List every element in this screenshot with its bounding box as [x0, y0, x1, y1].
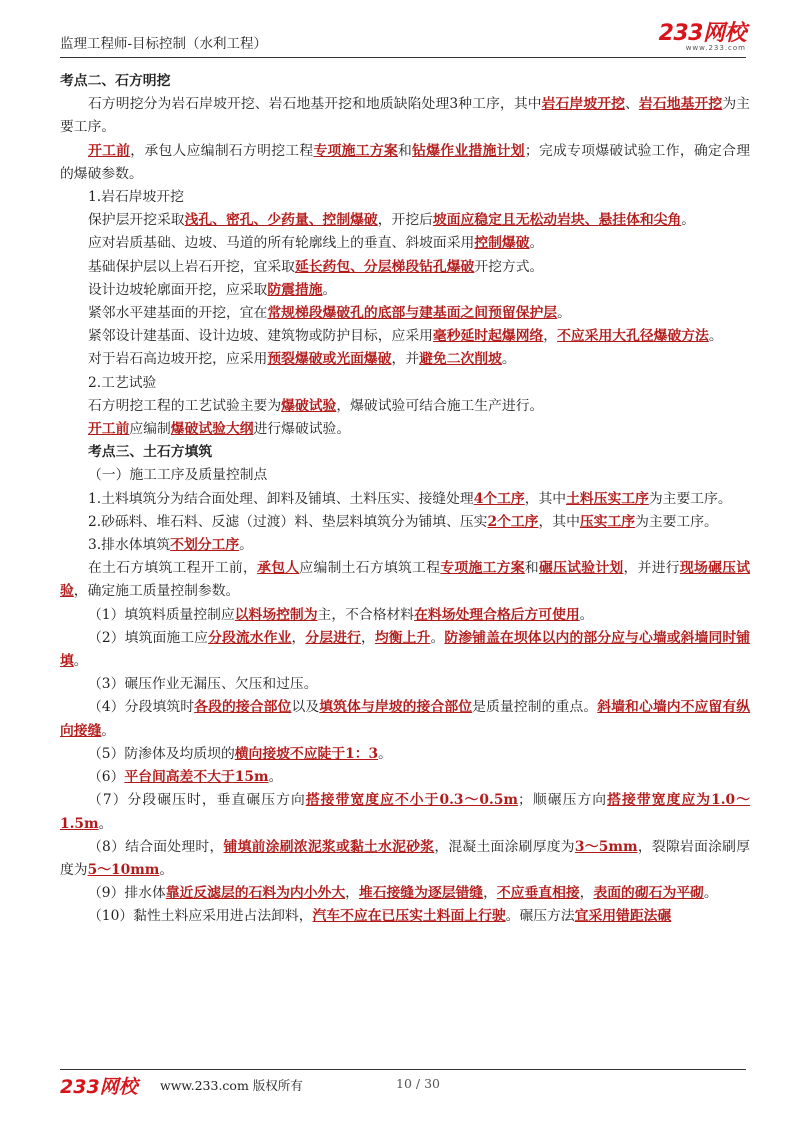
- key-point-highlight: 靠近反滤层的石料为内小外大: [165, 885, 346, 902]
- text-run: 是质量控制的重点。: [472, 699, 598, 716]
- key-point-highlight: 铺填前涂刷浓泥浆或黏土水泥砂浆: [223, 838, 435, 855]
- paragraph: [60, 836, 750, 882]
- key-point-highlight: 2个工序: [487, 513, 539, 530]
- key-point-highlight: 碾压试验计划: [538, 560, 624, 577]
- text-run: ，其中: [538, 513, 580, 530]
- text-run: 主，不合格材料: [317, 606, 415, 623]
- text-run: 。: [239, 537, 253, 554]
- key-point-highlight: 浅孔、密孔、少药量、控制爆破: [184, 212, 378, 229]
- paragraph: [60, 534, 750, 557]
- paragraph: [60, 766, 750, 789]
- text-run: 和: [398, 142, 413, 159]
- paragraph: [60, 302, 750, 325]
- text-run: 。: [98, 815, 113, 832]
- key-point-highlight: 宜采用错距法碾: [574, 908, 672, 925]
- key-point-highlight: 岩石岸坡开挖: [541, 96, 626, 113]
- text-run: 应编制: [129, 421, 171, 438]
- paragraph: [60, 464, 750, 487]
- text-run: 。: [579, 606, 594, 623]
- key-point-highlight: 钻爆作业措施计划: [412, 142, 525, 159]
- paragraph: [60, 627, 750, 673]
- key-point-highlight: 不应采用大孔径爆破方法: [557, 328, 709, 345]
- text-run: 对于岩石高边坡开挖，应采用: [88, 351, 268, 368]
- document-body: [60, 70, 750, 929]
- paragraph: [60, 348, 750, 371]
- paragraph: [60, 372, 750, 395]
- paragraph: [60, 604, 750, 627]
- key-point-highlight: 不应垂直相接: [496, 885, 580, 902]
- text-run: 考点二、石方明挖: [60, 73, 171, 89]
- key-point-highlight: 平台间高差不大于15m: [124, 769, 269, 786]
- text-run: ，: [579, 885, 594, 902]
- paragraph: [60, 557, 750, 603]
- text-run: 石方明挖分为岩石岸坡开挖、岩石地基开挖和地质缺陷处理3种工序，其中: [88, 96, 542, 113]
- text-run: （4）分段填筑时: [88, 699, 195, 716]
- text-run: （2）填筑面施工应: [88, 629, 209, 646]
- text-run: ，: [483, 885, 497, 902]
- text-run: 设计边坡轮廓面开挖，应采取: [88, 281, 268, 298]
- key-point-highlight: 延长药包、分层梯段钻孔爆破: [294, 258, 475, 275]
- text-run: 考点三、土石方填筑: [88, 444, 213, 461]
- text-run: 为主要工序。: [635, 513, 718, 530]
- key-point-highlight: 各段的接合部位: [194, 699, 292, 716]
- text-run: 。: [501, 351, 516, 368]
- text-run: （3）碾压作业无漏压、欠压和过压。: [88, 676, 318, 693]
- text-run: 。: [378, 745, 392, 762]
- text-run: ；完成专项爆破试验工作，确定合理的爆破参数。: [60, 142, 751, 182]
- key-point-highlight: 现场碾压试验: [60, 560, 751, 600]
- text-run: 开挖方式。: [474, 258, 544, 275]
- key-point-highlight: 搭接带宽度应不小于0.3～0.5m: [305, 792, 519, 809]
- key-point-highlight: 汽车不应在已压实土料面上行驶: [312, 908, 506, 925]
- brand-logo: [659, 22, 746, 52]
- paragraph: [60, 511, 750, 534]
- header-divider: [60, 57, 746, 58]
- text-run: 进行爆破试验。: [253, 421, 351, 438]
- key-point-highlight: 控制爆破: [474, 235, 530, 252]
- paragraph: [60, 140, 750, 186]
- text-run: 。: [529, 235, 544, 252]
- section-heading: [60, 70, 750, 93]
- text-run: 基础保护层以上岩石开挖，宜采取: [88, 258, 295, 275]
- key-point-highlight: 以料场控制为: [234, 606, 318, 623]
- text-run: 2.工艺试验: [88, 374, 157, 391]
- key-point-highlight: 开工前: [88, 142, 131, 159]
- key-point-highlight: 分段流水作业: [208, 629, 292, 646]
- key-point-highlight: 斜墙和心墙内不应留有纵向接缝: [60, 699, 751, 739]
- text-run: （10）黏性土料应采用进占法卸料，: [88, 908, 313, 925]
- key-point-highlight: 4个工序: [473, 490, 525, 507]
- text-run: ，确定施工质量控制参数。: [73, 583, 240, 600]
- key-point-highlight: 表面的砌石为平砌: [593, 885, 704, 902]
- text-run: 石方明挖工程的工艺试验主要为: [88, 397, 282, 414]
- text-run: （7）分段碾压时，垂直碾压方向: [88, 792, 306, 809]
- text-run: 3.排水体填筑: [88, 537, 171, 554]
- section-heading: [60, 441, 750, 464]
- paragraph: [60, 325, 750, 348]
- paragraph: [60, 186, 750, 209]
- paragraph: [60, 696, 750, 742]
- text-run: ，: [543, 328, 558, 345]
- key-point-highlight: 避免二次削坡: [419, 351, 502, 368]
- text-run: 为主要工序。: [60, 96, 751, 136]
- paragraph: [60, 232, 750, 255]
- text-run: （6）: [88, 769, 125, 786]
- text-run: 。: [703, 885, 718, 902]
- text-run: 、: [625, 96, 639, 113]
- paragraph: [60, 743, 750, 766]
- key-point-highlight: 岩石地基开挖: [638, 96, 723, 113]
- paragraph: [60, 905, 750, 928]
- key-point-highlight: 专项施工方案: [313, 142, 399, 159]
- text-run: 1.岩石岸坡开挖: [88, 189, 184, 206]
- paragraph: [60, 789, 750, 835]
- paragraph: [60, 395, 750, 418]
- text-run: 。: [268, 769, 283, 786]
- text-run: ，承包人应编制石方明挖工程: [130, 142, 314, 159]
- text-run: （5）防渗体及均质坝的: [88, 745, 235, 762]
- key-point-highlight: 坡面应稳定且无松动岩块、悬挂体和尖角: [432, 212, 682, 229]
- key-point-highlight: 毫秒延时起爆网络: [432, 328, 544, 345]
- key-point-highlight: 压实工序: [579, 513, 636, 530]
- key-point-highlight: 3～5mm: [574, 838, 638, 855]
- text-run: 。: [101, 722, 116, 739]
- text-run: ，其中: [524, 490, 567, 507]
- paragraph: [60, 418, 750, 441]
- logo-text: 233网校: [658, 21, 746, 46]
- text-run: 在土石方填筑工程开工前，: [88, 560, 258, 577]
- text-run: （1）填筑料质量控制应: [88, 606, 235, 623]
- key-point-highlight: 填筑体与岸坡的接合部位: [319, 699, 473, 716]
- text-run: ，裂隙岩面涂刷厚度为: [60, 838, 751, 878]
- key-point-highlight: 均衡上升: [374, 629, 431, 646]
- key-point-highlight: 常规梯段爆破孔的底部与建基面之间预留保护层: [267, 305, 558, 322]
- document-title: 监理工程师-目标控制（水利工程）: [60, 36, 268, 52]
- text-run: 。: [73, 653, 88, 670]
- key-point-highlight: 爆破试验大纲: [170, 421, 254, 438]
- page-header: [60, 22, 746, 56]
- text-run: （8）结合面处理时，: [88, 838, 224, 855]
- text-run: 应对岩质基础、边坡、马道的所有轮廓线上的垂直、斜坡面采用: [88, 235, 475, 252]
- key-point-highlight: 5～10mm: [87, 861, 160, 878]
- text-run: ，: [291, 629, 306, 646]
- paragraph: [60, 673, 750, 696]
- text-run: 紧邻设计建基面、设计边坡、建筑物或防护目标，应采用: [88, 328, 433, 345]
- key-point-highlight: 横向接坡不应陡于1：3: [234, 745, 379, 762]
- text-run: ；顺碾压方向: [518, 792, 608, 809]
- key-point-highlight: 在料场处理合格后方可使用: [414, 606, 580, 623]
- key-point-highlight: 防震措施: [267, 281, 323, 298]
- text-run: 。: [681, 212, 696, 229]
- paragraph: [60, 256, 750, 279]
- paragraph: [60, 209, 750, 232]
- logo-url: www.233.com: [685, 44, 746, 52]
- text-run: 。: [430, 629, 445, 646]
- key-point-highlight: 专项施工方案: [440, 560, 525, 577]
- key-point-highlight: 土料压实工序: [566, 490, 649, 507]
- text-run: ，并: [391, 351, 420, 368]
- text-run: 应编制土石方填筑工程: [299, 560, 441, 577]
- paragraph: [60, 488, 750, 511]
- page-footer: [60, 1068, 746, 1098]
- footer-copyright: www.233.com 版权所有: [160, 1078, 303, 1093]
- key-point-highlight: 爆破试验: [281, 397, 337, 414]
- key-point-highlight: 分层进行: [305, 629, 361, 646]
- text-run: ，: [360, 629, 375, 646]
- text-run: ，: [345, 885, 359, 902]
- text-run: 。: [708, 328, 723, 345]
- key-point-highlight: 搭接带宽度应为1.0～1.5m: [60, 792, 751, 832]
- text-run: ，混凝土面涂刷厚度为: [434, 838, 575, 855]
- text-run: （9）排水体: [88, 885, 166, 902]
- text-run: 。: [159, 861, 174, 878]
- text-run: ，开挖后: [377, 212, 433, 229]
- text-run: ，爆破试验可结合施工生产进行。: [336, 397, 544, 414]
- text-run: 。: [322, 281, 337, 298]
- text-run: 保护层开挖采取: [88, 212, 185, 229]
- key-point-highlight: 不划分工序: [170, 537, 240, 554]
- text-run: 1.土料填筑分为结合面处理、卸料及铺填、土料压实、接缝处理: [88, 490, 474, 507]
- text-run: 2.砂砾料、堆石料、反滤（过渡）料、垫层料填筑分为铺填、压实: [88, 513, 488, 530]
- key-point-highlight: 堆石接缝为逐层错缝: [358, 885, 484, 902]
- text-run: 。碾压方法: [505, 908, 575, 925]
- paragraph: [60, 93, 750, 139]
- key-point-highlight: 承包人: [257, 560, 300, 577]
- key-point-highlight: 预裂爆破或光面爆破: [267, 351, 392, 368]
- paragraph: [60, 279, 750, 302]
- text-run: （一）施工工序及质量控制点: [88, 467, 268, 484]
- page-number: 10 / 30: [396, 1076, 440, 1091]
- text-run: 以及: [291, 699, 320, 716]
- footer-logo: 233网校: [60, 1076, 138, 1098]
- key-point-highlight: 开工前: [88, 421, 130, 438]
- text-run: 和: [524, 560, 539, 577]
- text-run: 。: [557, 305, 571, 322]
- key-point-highlight: 防渗铺盖在坝体以内的部分应与心墙或斜墙同时铺填: [60, 629, 751, 670]
- text-run: ，并进行: [623, 560, 680, 577]
- text-run: 为主要工序。: [648, 490, 732, 507]
- paragraph: [60, 882, 750, 905]
- text-run: 紧邻水平建基面的开挖，宜在: [88, 305, 268, 322]
